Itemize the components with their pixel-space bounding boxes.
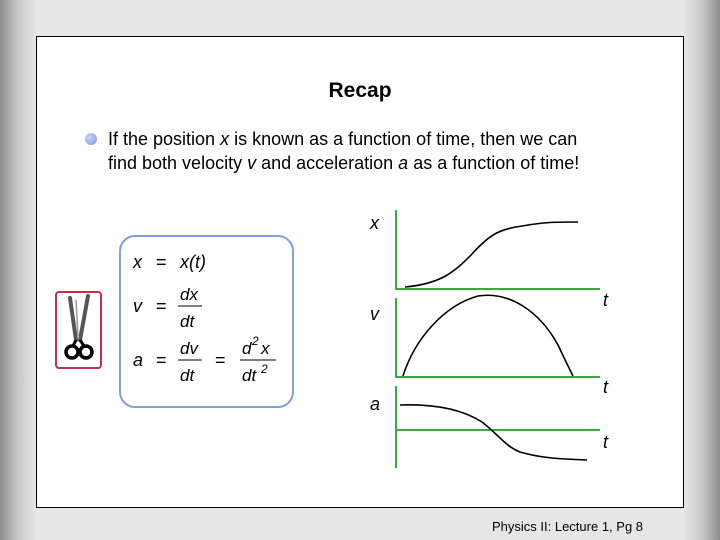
x-eq: =: [156, 252, 167, 272]
x-curve: [405, 222, 578, 287]
formula-v: [133, 285, 202, 331]
a-eq2: =: [215, 350, 226, 370]
v-eq: =: [156, 296, 167, 316]
t-axis-label-2: t: [603, 377, 609, 397]
v-num: dx: [180, 285, 198, 304]
t-axis-label-3: t: [603, 432, 609, 452]
bullet-text-pre: If the position: [108, 129, 221, 149]
x-lhs: x: [133, 252, 142, 272]
formula-x: [132, 252, 206, 272]
graph-v: [370, 295, 609, 397]
x-axis-label: x: [370, 213, 379, 233]
a-num2: d: [242, 339, 252, 358]
x-rhs: x(t): [180, 252, 206, 272]
a-eq: =: [156, 350, 167, 370]
bullet-text-line2: find both velocity: [108, 153, 248, 173]
slide-footer: Physics II: Lecture 1, Pg 8: [492, 519, 644, 534]
a-num2-var: x: [261, 339, 270, 358]
v-den: dt: [180, 312, 195, 331]
a-lhs: a: [133, 350, 144, 370]
var-x: x: [220, 129, 230, 149]
v-axis-label: v: [370, 304, 379, 324]
a-axis-label: a: [370, 394, 381, 414]
scissors-icon: [66, 296, 92, 358]
var-v: v: [247, 153, 257, 173]
a-den2: dt: [242, 366, 257, 385]
var-a: a: [398, 153, 409, 173]
bullet-text-post: as a function of time!: [408, 153, 580, 173]
a-den2-sup: 2: [261, 362, 268, 376]
v-curve: [403, 295, 573, 376]
v-lhs: v: [133, 296, 142, 316]
slide-title: Recap: [328, 79, 392, 102]
t-axis-label-1: t: [603, 290, 609, 310]
a-den: dt: [180, 366, 195, 385]
a-num2-sup: 2: [252, 334, 259, 348]
a-curve: [400, 405, 587, 460]
bullet-text-mid1: is known as a function of time, then we can: [229, 129, 578, 149]
formula-a: [133, 334, 276, 385]
bullet-text-mid2: and acceleration: [256, 153, 399, 173]
graph-a: [370, 386, 609, 468]
a-num: dv: [180, 339, 198, 358]
